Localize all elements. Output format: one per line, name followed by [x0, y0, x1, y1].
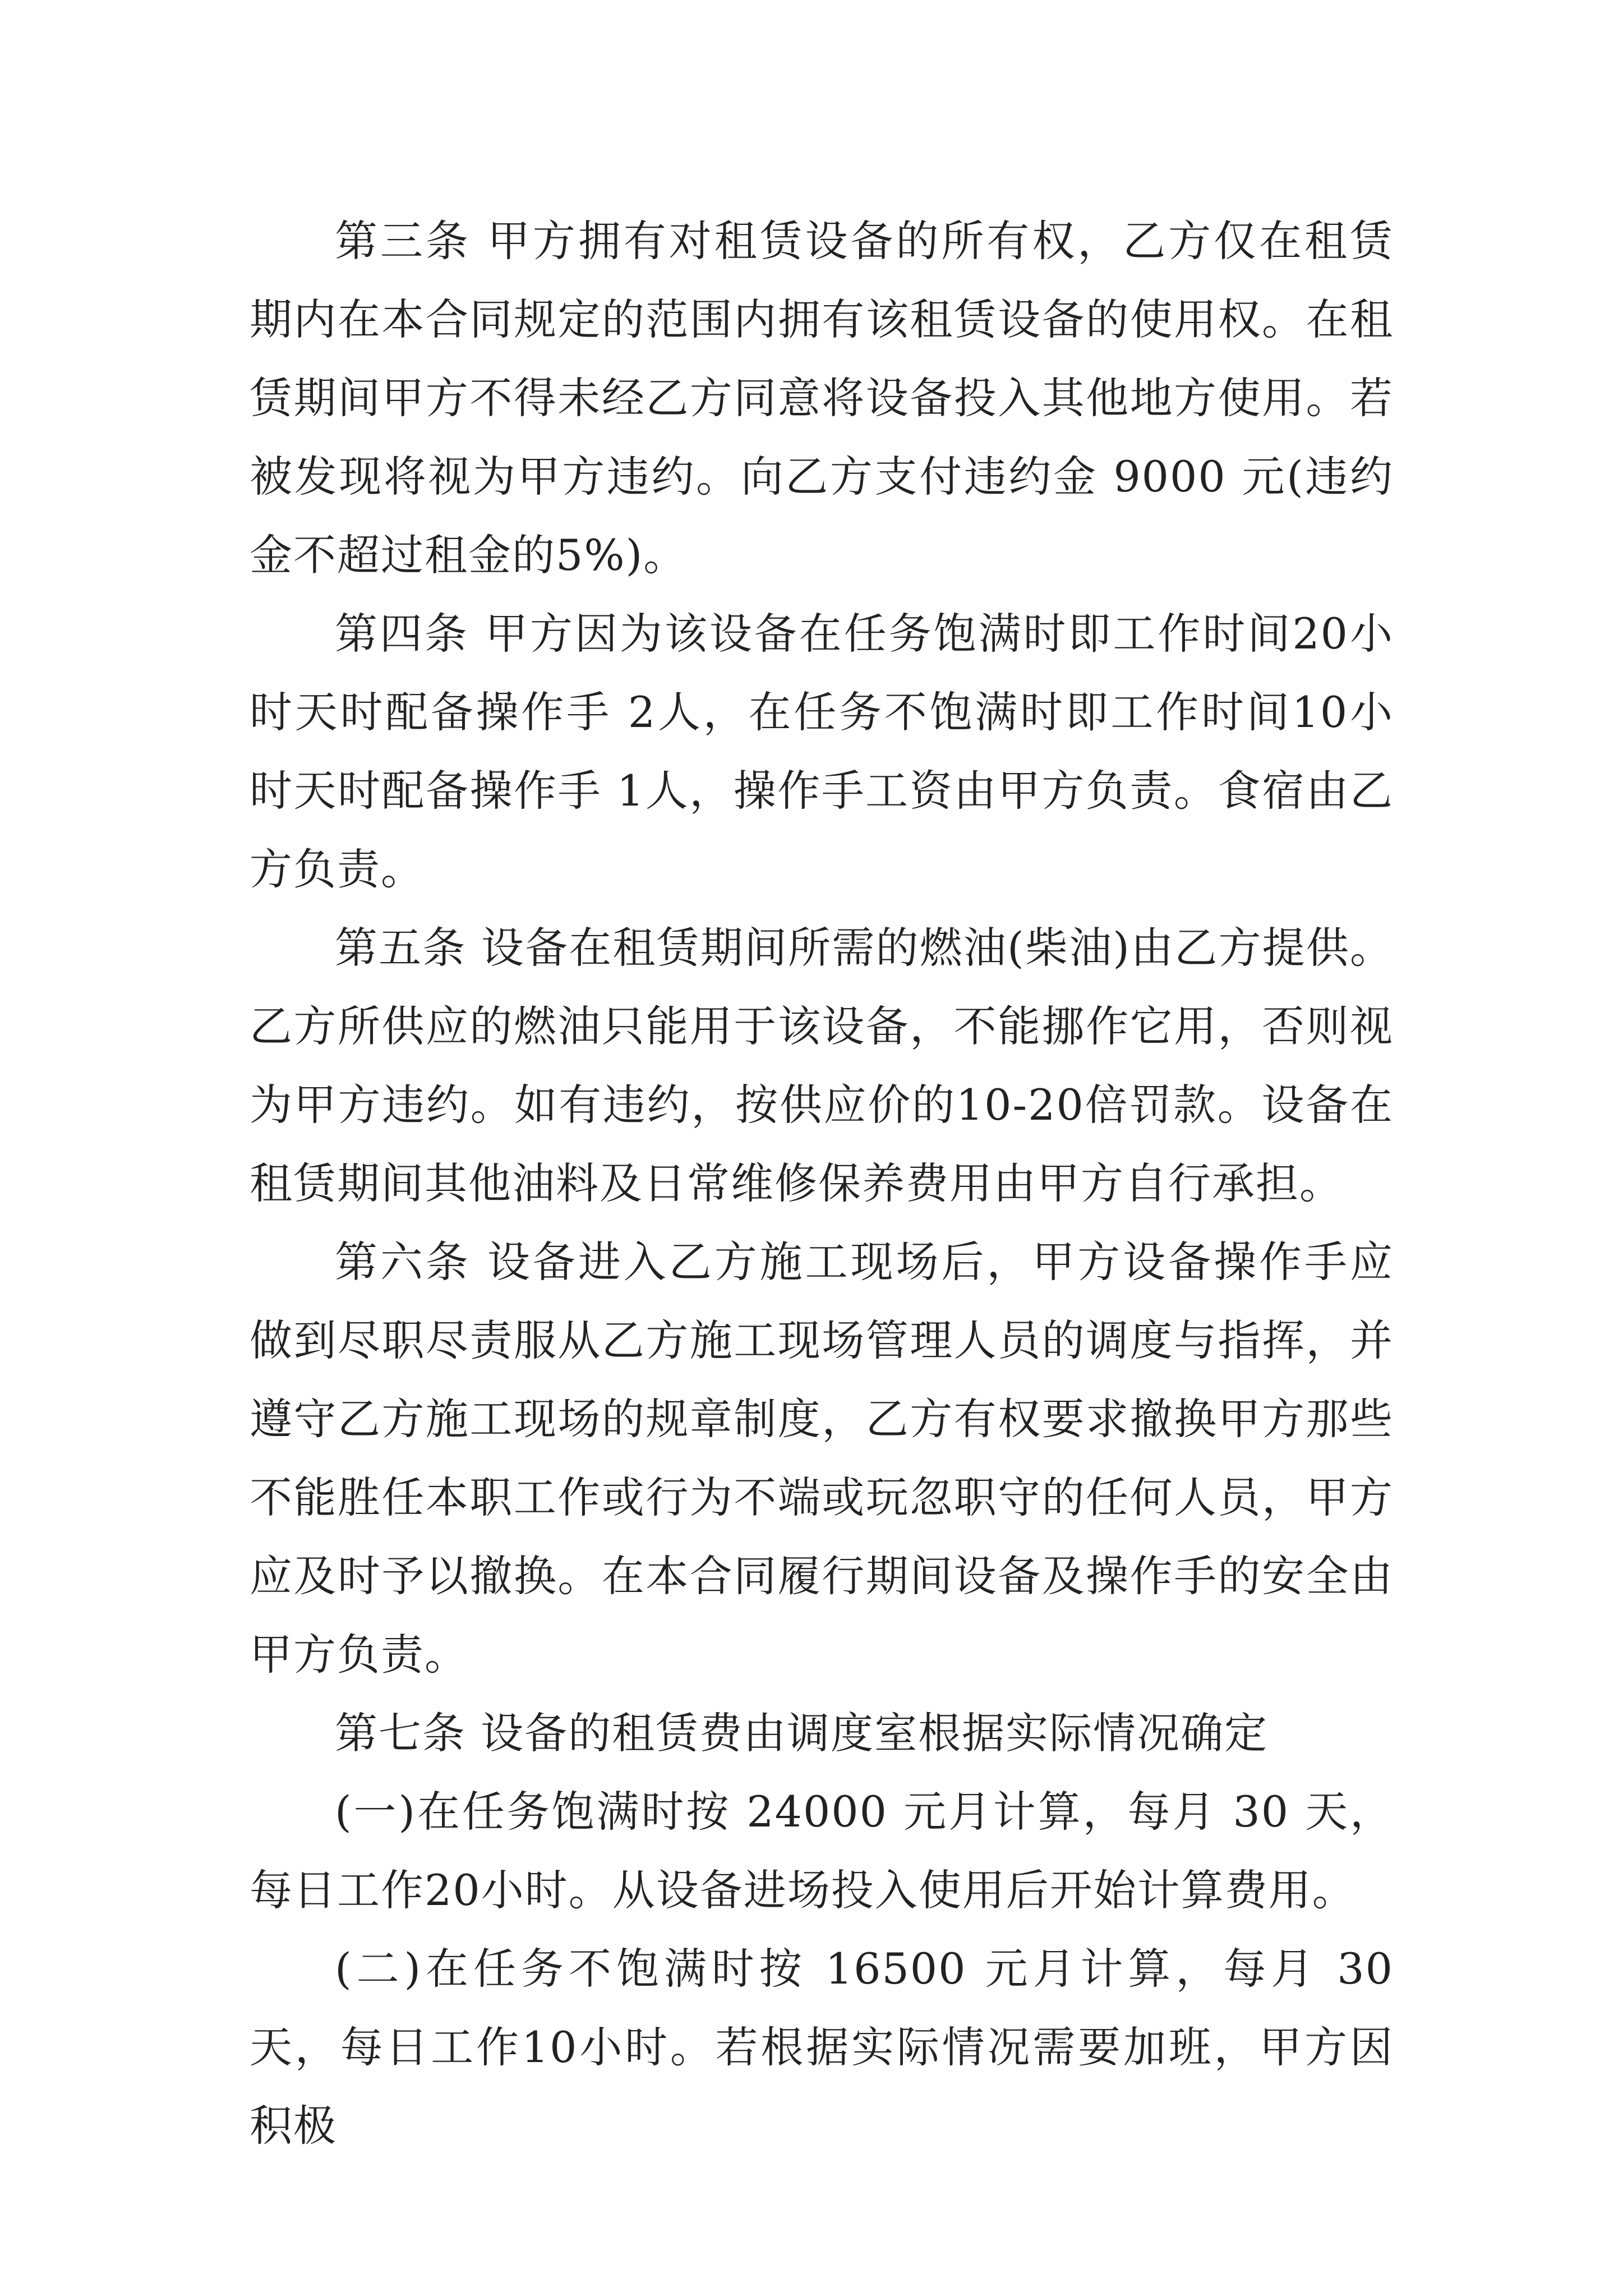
clause-6-paragraph: 第六条 设备进入乙方施工现场后，甲方设备操作手应做到尽职尽责服从乙方施工现场管理人员的调度与指挥，并遵守乙方施工现场的规章制度，乙方有权要求撤换甲方那些不能胜任本职工作或行为不端或玩忽职守的任何人员，甲方应及时予以撤换。在本合同履行期间设备及操作手的安全由甲方负责。 [250, 1237, 1394, 1680]
document-body [250, 202, 1394, 2165]
clause-4-paragraph: 第四条 甲方因为该设备在任务饱满时即工作时间20小时天时配备操作手 2人，在任务不饱满时即工作时间10小时天时配备操作手 1人，操作手工资由甲方负责。食宿由乙方负责。 [250, 609, 1394, 894]
clause-7-item-2: (二)在任务不饱满时按 16500 元月计算，每月 30 天，每日工作10小时。若根据实际情况需要加班，甲方因积极 [250, 1944, 1394, 2151]
clause-5-paragraph: 第五条 设备在租赁期间所需的燃油(柴油)由乙方提供。乙方所供应的燃油只能用于该设备，不能挪作它用，否则视为甲方违约。如有违约，按供应价的10-20倍罚款。设备在租赁期间其他油料及日常维修保养费用由甲方自行承担。 [250, 923, 1394, 1208]
clause-7-item-1: (一)在任务饱满时按 24000 元月计算，每月 30 天，每日工作20小时。从设备进场投入使用后开始计算费用。 [250, 1787, 1394, 1915]
clause-3-paragraph: 第三条 甲方拥有对租赁设备的所有权，乙方仅在租赁期内在本合同规定的范围内拥有该租赁设备的使用权。在租赁期间甲方不得未经乙方同意将设备投入其他地方使用。若被发现将视为甲方违约。向乙方支付违约金 9000 元(违约金不超过租金的5%)。 [250, 216, 1394, 580]
clause-7-heading: 第七条 设备的租赁费由调度室根据实际情况确定 [335, 1708, 1269, 1758]
